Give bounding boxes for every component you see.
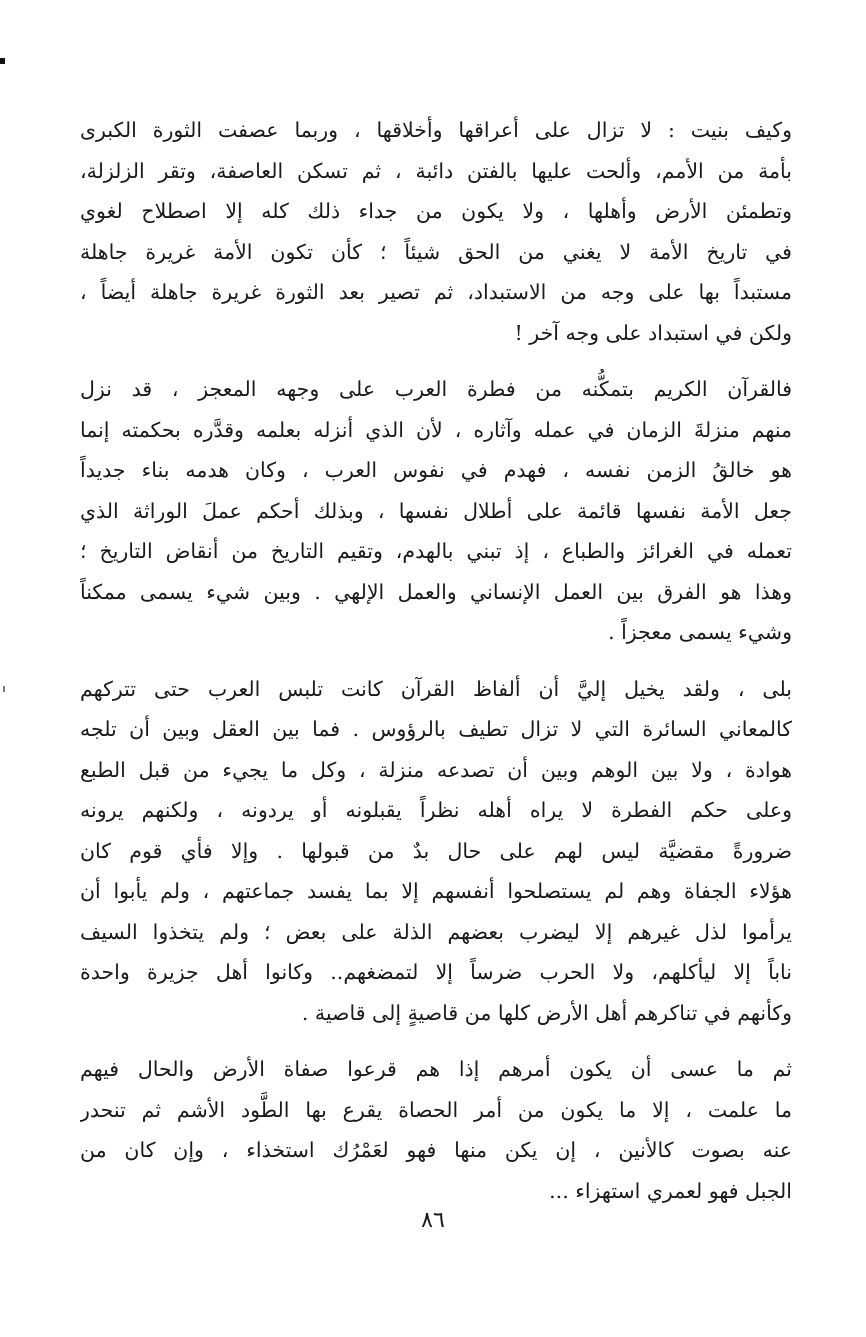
text-line: وهذا هو الفرق بين العمل الإنساني والعمل الإلهي . وبين شيء يسمى ممكناً: [80, 579, 792, 604]
text-line: عنه بصوت كالأنين ، إن يكن منها فهو لعَمْرُك استخذاء ، وإن كان من: [80, 1138, 792, 1162]
text-line: ما علمت ، إلا ما يكون من أمر الحصاة يقرع بها الطَّود الأشم ثم تنحدر: [80, 1097, 792, 1122]
scan-edge-mark: [3, 686, 5, 692]
text-line: جعل الأمة نفسها قائمة على أطلال نفسها ، وبذلك أحكم عملَ الوراثة الذي: [80, 498, 792, 523]
text-line: هوادة ، ولا بين الوهم وبين أن تصدعه منزلة ، وكل ما يجيء من قبل الطبع: [80, 757, 792, 782]
paragraph-3: [80, 669, 792, 1034]
text-line: منهم منزلةَ الزمان في عمله وآثاره ، لأن الذي أنزله بعلمه وقدَّره بحكمته إنما: [80, 417, 792, 442]
text-line: ولكن في استبداد على وجه آخر !: [514, 320, 792, 345]
text-line: هؤلاء الجفاة وهم لم يستصلحوا أنفسهم إلا بما يفسد جماعتهم ، ولم يأبوا أن: [80, 879, 792, 903]
text-line: تعمله في الغرائز والطباع ، إذ تبني بالهدم، وتقيم التاريخ من أنقاض التاريخ ؛: [80, 539, 792, 563]
text-line: مستبداً بها على وجه من الاستبداد، ثم تصير بعد الثورة غريرة جاهلة أيضاً ،: [80, 280, 792, 304]
text-line: وشيء يسمى معجزاً .: [608, 620, 792, 644]
page-number: ٨٦: [421, 1208, 445, 1233]
text-line: وكيف بنيت : لا تزال على أعراقها وأخلاقها ، وربما عصفت الثورة الكبرى: [80, 118, 792, 142]
paragraph-4: [80, 1049, 792, 1211]
paragraph-2: [80, 369, 792, 653]
text-line: هو خالقُ الزمن نفسه ، فهدم في نفوس العرب ، وكان هدمه بناء جديداً: [80, 458, 792, 482]
text-line: بأمة من الأمم، وألحت عليها بالفتن دائبة ، ثم تسكن العاصفة، وتقر الزلزلة،: [80, 158, 792, 183]
text-line: ضرورةً مقضيَّة ليس لهم على حال بدٌ من قبولها . وإلا فأي قوم كان: [80, 838, 792, 863]
body-text: [80, 110, 792, 1227]
text-line: ثم ما عسى أن يكون أمرهم إذا هم قرعوا صفاة الأرض والحال فيهم: [80, 1057, 792, 1081]
text-line: ناباً إلا ليأكلهم، ولا الحرب ضرساً إلا لتمضغهم.. وكانوا أهل جزيرة واحدة: [80, 960, 792, 984]
text-line: بلى ، ولقد يخيل إليَّ أن ألفاظ القرآن كانت تلبس العرب حتى تتركهم: [80, 676, 792, 701]
text-line: كالمعاني السائرة التي لا تزال تطيف بالرؤوس . فما بين العقل وبين أن تلجه: [80, 717, 792, 741]
text-line: وعلى حكم الفطرة لا يراه أهله نظراً يقبلونه أو يردونه ، ولكنهم يرونه: [80, 798, 792, 822]
text-line: في تاريخ الأمة لا يغني من الحق شيئاً ؛ كأن تكون الأمة غريرة جاهلة: [80, 239, 792, 264]
text-line: فالقرآن الكريم بتمكُّنه من فطرة العرب على وجهه المعجز ، قد نزل: [80, 377, 792, 401]
paragraph-1: [80, 110, 792, 353]
scan-artifact-mark: [0, 58, 5, 64]
text-line: الجبل فهو لعمري استهزاء ...: [549, 1178, 792, 1203]
text-line: وتطمئن الأرض وأهلها ، ولا يكون من جداء ذلك كله إلا اصطلاح لغوي: [80, 199, 792, 223]
text-line: وكأنهم في تناكرهم أهل الأرض كلها من قاصيةٍ إلى قاصية .: [301, 1000, 792, 1025]
text-line: يرأموا لذل غيرهم إلا ليضرب بعضهم الذلة على بعض ؛ ولم يتخذوا السيف: [80, 919, 792, 944]
